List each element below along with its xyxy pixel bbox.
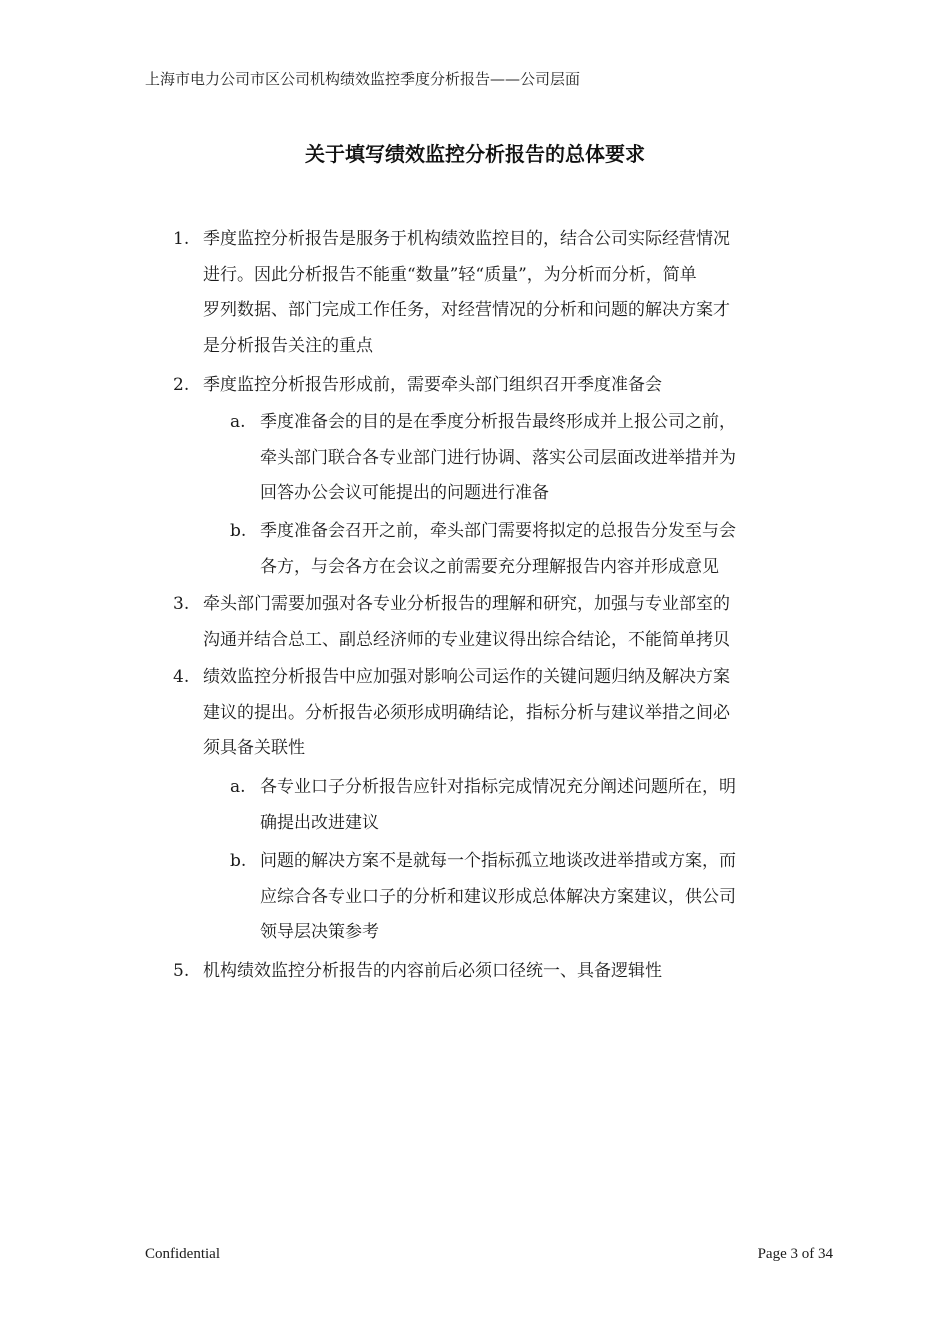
text-line: 领导层决策参考 [260,922,379,942]
list-text [203,222,803,364]
document-title: 关于填写绩效监控分析报告的总体要求 [305,142,645,166]
list-text [260,405,800,512]
text-line: 建议的提出。分析报告必须形成明确结论，指标分析与建议举措之间必 [203,702,730,723]
text-line: 须具备关联性 [203,738,305,758]
list-letter: a. [230,412,246,432]
text-line: 季度监控分析报告形成前，需要牵头部门组织召开季度准备会 [203,375,662,395]
footer-confidential: Confidential [145,1246,220,1262]
list-text [260,514,800,585]
text-line: 确提出改进建议 [260,812,379,833]
page-header: 上海市电力公司市区公司机构绩效监控季度分析报告——公司层面 [145,70,581,88]
text-line: 绩效监控分析报告中应加强对影响公司运作的关键问题归纳及解决方案 [203,667,730,687]
list-text [260,770,800,841]
text-line: 牵头部门需要加强对各专业分析报告的理解和研究，加强与专业部室的 [203,594,730,614]
text-line: 进行。因此分析报告不能重“数量”轻“质量”，为分析而分析，简单 [203,264,697,285]
list-number: 2. [173,375,190,395]
text-line: 牵头部门联合各专业部门进行协调、落实公司层面改进举措并为 [260,447,736,468]
text-line: 季度监控分析报告是服务于机构绩效监控目的，结合公司实际经营情况 [203,229,730,249]
list-number: 3. [173,594,190,614]
text-line: 季度准备会召开之前，牵头部门需要将拟定的总报告分发至与会 [260,521,736,541]
list-number: 5. [173,961,190,981]
list-text [203,660,803,767]
text-line: 问题的解决方案不是就每一个指标孤立地谈改进举措或方案，而 [260,851,736,871]
list-number: 1. [173,229,190,249]
text-line: 机构绩效监控分析报告的内容前后必须口径统一、具备逻辑性 [203,961,662,981]
text-line: 各方，与会各方在会议之前需要充分理解报告内容并形成意见 [260,556,719,577]
text-line: 罗列数据、部门完成工作任务，对经营情况的分析和问题的解决方案才 [203,300,730,320]
list-text [203,368,803,404]
list-text [260,844,800,951]
text-line: 是分析报告关注的重点 [203,335,373,356]
list-letter: a. [230,777,246,797]
list-letter: b. [230,851,247,871]
list-number: 4. [173,667,190,687]
text-line: 沟通并结合总工、副总经济师的专业建议得出综合结论，不能简单拷贝 [203,629,730,650]
text-line: 应综合各专业口子的分析和建议形成总体解决方案建议，供公司 [260,886,736,907]
text-line: 季度准备会的目的是在季度分析报告最终形成并上报公司之前， [260,412,736,432]
list-text [203,954,803,990]
footer-page-number: Page 3 of 34 [757,1246,833,1262]
list-text [203,587,803,658]
text-line: 各专业口子分析报告应针对指标完成情况充分阐述问题所在，明 [260,777,736,797]
text-line: 回答办公会议可能提出的问题进行准备 [260,483,549,503]
list-letter: b. [230,521,247,541]
